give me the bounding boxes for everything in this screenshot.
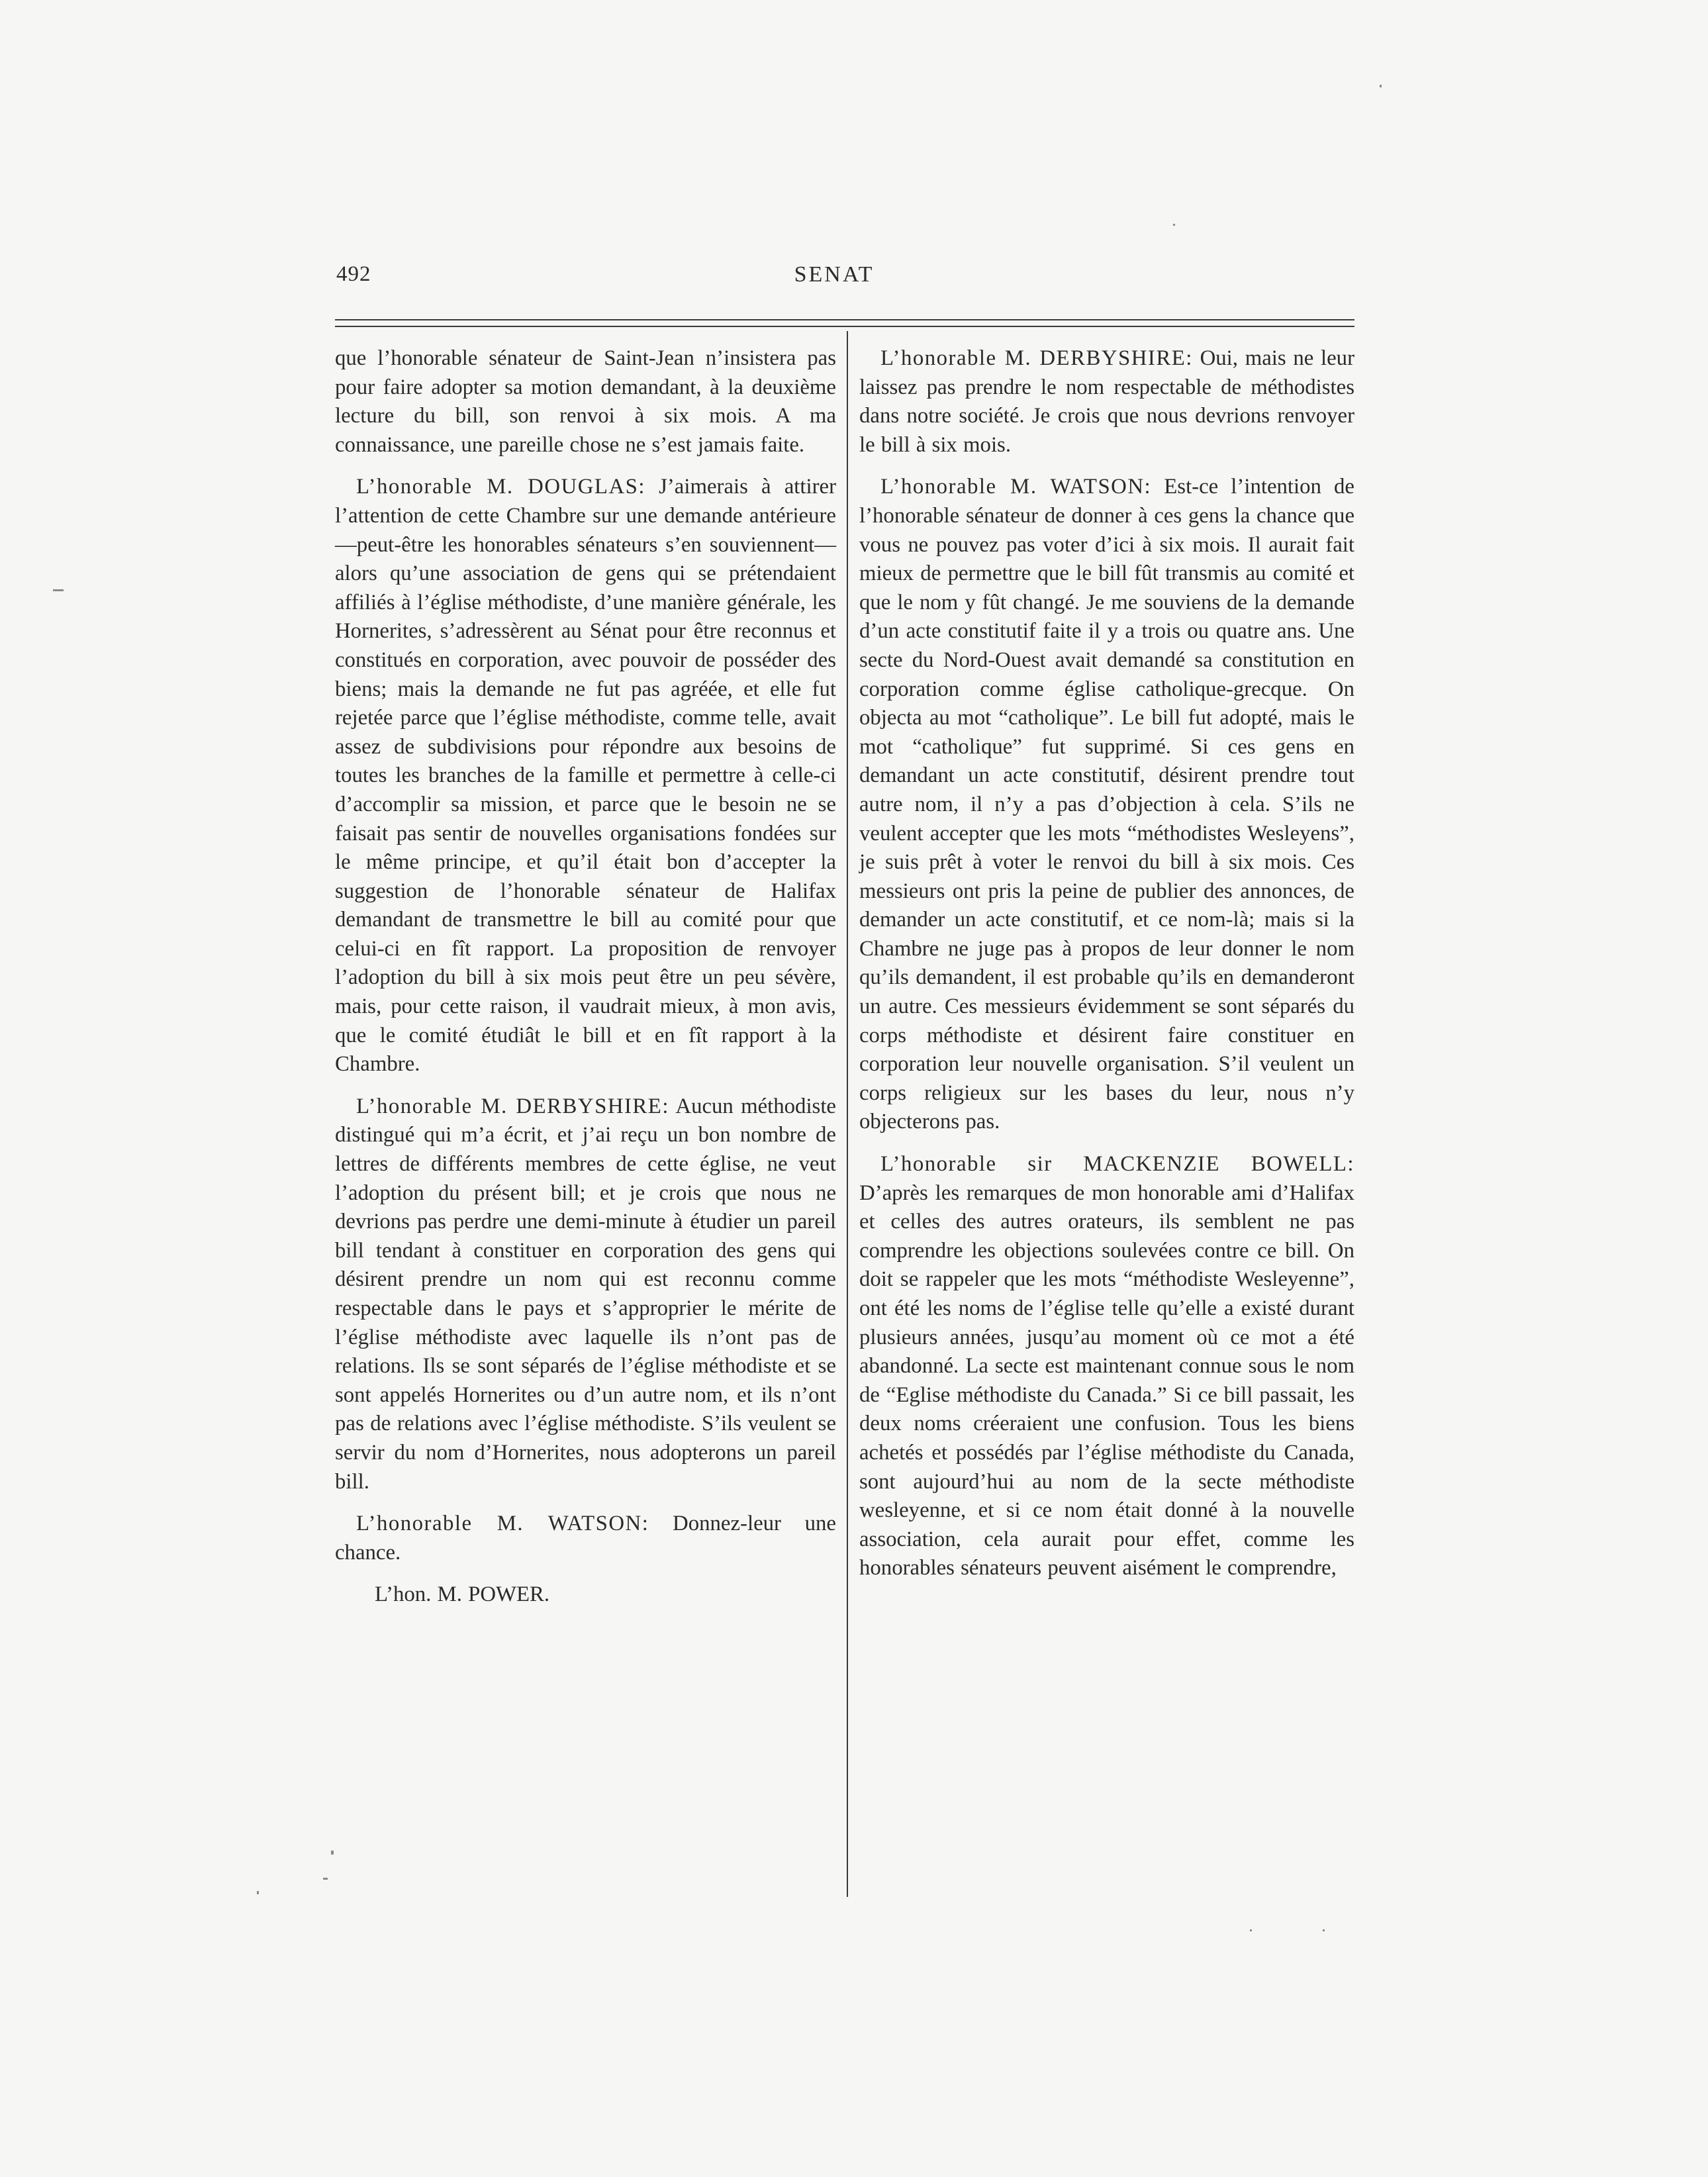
column-divider <box>847 331 848 1897</box>
paragraph <box>859 344 1354 460</box>
closing-speaker: L’hon. M. POWER. <box>375 1582 550 1607</box>
scan-speck <box>1173 224 1175 226</box>
speaker-name: L’honorable M. WATSON: <box>880 475 1152 499</box>
header-rule-top <box>335 319 1354 320</box>
paragraph-text: Donnez-leur une chance. <box>335 1512 836 1565</box>
speaker-name: L’honorable M. DERBYSHIRE: <box>356 1094 669 1118</box>
page-number: 492 <box>336 262 371 286</box>
left-column <box>335 344 836 1623</box>
paragraph-text: Est-ce l’intention de l’honorable sénateur de donner à ces gens la chance que vous ne pouvez pas voter d’ici à six mois. Il aurait fait mieux de permettre que le bill fût transmis au comité et que le nom y fût changé. Je me souviens de la demande d’un acte constitutif faite il y a trois ou quatre ans. Une secte du Nord-Ouest avait demandé sa constitution en corporation comme église catholique-grecque. On objecta au mot “catholique”. Le bill fut adopté, mais le mot “catholique” fut supprimé. Si ces gens en demandant un acte constitutif, désirent prendre tout autre nom, il n’y a pas d’objection à cela. S’ils ne veulent accepter que les mots “méthodistes Wesleyens”, je suis prêt à voter le renvoi du bill à six mois. Ces messieurs ont pris la peine de publier des annonces, de demander un acte constitutif, et ce nom-là; mais si la Chambre ne juge pas à propos de leur donner le nom qu’ils demandent, il est probable qu’ils en demanderont un autre. Ces messieurs évidemment se sont séparés du corps méthodiste et désirent faire constituer en corporation leur nouvelle organisation. S’il veulent un corps religieux sur les bases du leur, nous n’y objecterons pas. <box>859 475 1354 1134</box>
speaker-name: L’honorable M. WATSON: <box>356 1512 649 1536</box>
paragraph <box>335 1092 836 1496</box>
paragraph <box>335 473 836 1079</box>
right-column <box>859 344 1354 1596</box>
scan-speck <box>1250 1929 1252 1931</box>
scan-speck <box>323 1878 328 1880</box>
paragraph <box>859 1150 1354 1583</box>
scan-speck <box>331 1851 334 1855</box>
scan-speck <box>1323 1929 1325 1931</box>
paragraph-text: J’aimerais à attirer l’attention de cette Chambre sur une demande antérieure—peut-être les honorables sénateurs s’en souviennent—alors qu’une association de gens qui se prétendaient affiliés à l’église méthodiste, d’une manière générale, les Hornerites, s’adressèrent au Sénat pour être reconnus et constitués en corporation, avec pouvoir de posséder des biens; mais la demande ne fut pas agréée, et elle fut rejetée parce que l’église méthodiste, comme telle, avait assez de subdivisions pour répondre aux besoins de toutes les branches de la famille et permettre à celle-ci d’accomplir sa mission, et parce que le besoin ne se faisait pas sentir de nouvelles organisations fondées sur le même principe, et qu’il était bon d’accepter la suggestion de l’honorable sénateur de Halifax demandant de transmettre le bill au comité pour que celui-ci en fît rapport. La proposition de renvoyer l’adoption du bill à six mois peut être un peu sévère, mais, pour cette raison, il vaudrait mieux, à mon avis, que le comité étudiât le bill et en fît rapport à la Chambre. <box>335 475 836 1077</box>
scan-speck <box>53 589 64 591</box>
paragraph-text: que l’honorable sénateur de Saint-Jean n’insistera pas pour faire adopter sa motion demandant, à la deuxième lecture du bill, son renvoi à six mois. A ma connaissance, une pareille chose ne s’est jamais faite. <box>335 346 836 457</box>
header-rule-bottom <box>335 326 1354 327</box>
scan-speck <box>1380 85 1382 87</box>
page-title: SENAT <box>794 262 875 287</box>
paragraph-text: D’après les remarques de mon honorable ami d’Halifax et celles des autres orateurs, ils semblent ne pas comprendre les objections soulevées contre ce bill. On doit se rappeler que les mots “méthodiste Wesleyenne”, ont été les noms de l’église telle qu’elle a existé durant plusieurs années, jusqu’au moment où ce mot a été abandonné. La secte est maintenant connue sous le nom de “Eglise méthodiste du Canada.” Si ce bill passait, les deux noms créeraient une confusion. Tous les biens achetés et possédés par l’église méthodiste du Canada, sont aujourd’hui au nom de la secte méthodiste wesleyenne, et si ce nom était donné à la nouvelle association, cela aurait pour effet, comme les honorables sénateurs peuvent aisément le comprendre, <box>859 1181 1354 1580</box>
speaker-name: L’honorable M. DOUGLAS: <box>356 475 645 499</box>
speaker-name: L’honorable sir MACKENZIE BOWELL: <box>880 1152 1354 1177</box>
paragraph <box>859 473 1354 1137</box>
paragraph-text: Aucun méthodiste distingué qui m’a écrit, et j’ai reçu un bon nombre de lettres de différents membres de cette église, ne veut l’adoption du présent bill; et je crois que nous ne devrions pas perdre une demi-minute à étudier un pareil bill tendant à constituer en corporation des gens qui désirent prendre un nom qui est reconnu comme respectable dans le pays et s’approprier le mérite de l’église méthodiste avec laquelle ils n’ont pas de relations. Ils se sont séparés de l’église méthodiste et se sont appelés Hornerites ou d’un autre nom, et ils n’ont pas de relations avec l’église méthodiste. S’ils veulent se servir du nom d’Hornerites, nous adopterons un pareil bill. <box>335 1094 836 1494</box>
paragraph <box>335 1510 836 1567</box>
paragraph <box>335 344 836 460</box>
paragraph-text: Oui, mais ne leur laissez pas prendre le nom respectable de méthodistes dans notre société. Je crois que nous devrions renvoyer le bill à six mois. <box>859 346 1354 457</box>
scan-speck <box>257 1891 259 1894</box>
speaker-name: L’honorable M. DERBYSHIRE: <box>880 346 1193 370</box>
